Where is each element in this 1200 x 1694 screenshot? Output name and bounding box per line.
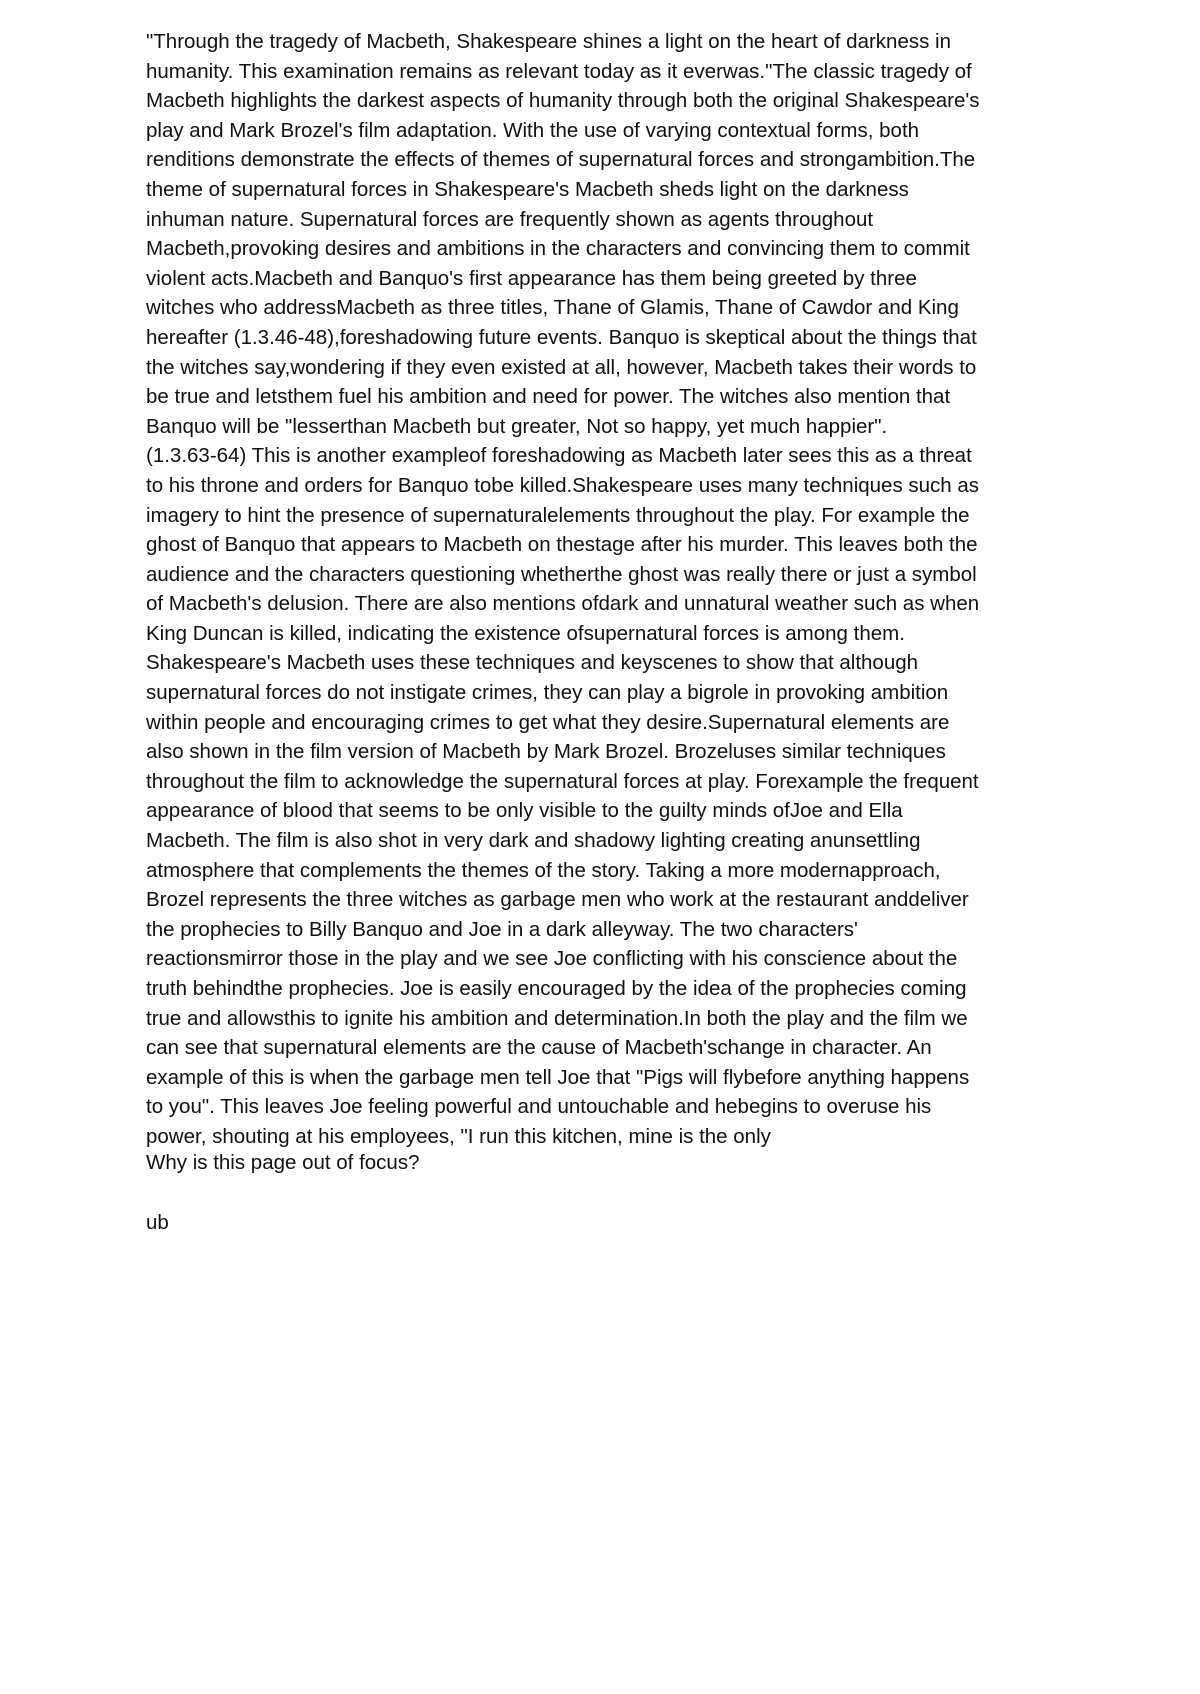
footer-fragment-text: ub xyxy=(146,1211,169,1234)
essay-body-text: "Through the tragedy of Macbeth, Shakespeare shines a light on the heart of darkness in humanity. This examination remains as relevant today as it everwas."The classic tragedy of Macbeth highlights the darkest aspects of humanity through both the original Shakespeare's play and Mark Brozel's film adaptation. With the use of varying contextual forms, both renditions demonstrate the effects of themes of supernatural forces and strongambition.The theme of supernatural forces in Shakespeare's Macbeth sheds light on the darkness inhuman nature. Supernatural forces are frequently shown as agents throughout Macbeth,provoking desires and ambitions in the characters and convincing them to commit violent acts.Macbeth and Banquo's first appearance has them being greeted by three witches who addressMacbeth as three titles, Thane of Glamis, Thane of Cawdor and King hereafter (1.3.46-48),foreshadowing future events. Banquo is skeptical about the things that the witches say,wondering if they even existed at all, however, Macbeth takes their words to be true and letsthem fuel his ambition and need for power. The witches also mention that Banquo will be "lesserthan Macbeth but greater, Not so happy, yet much happier". (1.3.63-64) This is another exampleof foreshadowing as Macbeth later sees this as a threat to his throne and orders for Banquo tobe killed.Shakespeare uses many techniques such as imagery to hint the presence of supernaturalelements throughout the play. For example the ghost of Banquo that appears to Macbeth on thestage after his murder. This leaves both the audience and the characters questioning whetherthe ghost was really there or just a symbol of Macbeth's delusion. There are also mentions ofdark and unnatural weather such as when King Duncan is killed, indicating the existence ofsupernatural forces is among them. Shakespeare's Macbeth uses these techniques and keyscenes to show that although supernatural forces do not instigate crimes, they can play a bigrole in provoking ambition within people and encouraging crimes to get what they desire.Supernatural elements are also shown in the film version of Macbeth by Mark Brozel. Brozeluses similar techniques throughout the film to acknowledge the supernatural forces at play. Forexample the frequent appearance of blood that seems to be only visible to the guilty minds ofJoe and Ella Macbeth. The film is also shot in very dark and shadowy lighting creating anunsettling atmosphere that complements the themes of the story. Taking a more modernapproach, Brozel represents the three witches as garbage men who work at the restaurant anddeliver the prophecies to Billy Banquo and Joe in a dark alleyway. The two characters' reactionsmirror those in the play and we see Joe conflicting with his conscience about the truth behindthe prophecies. Joe is easily encouraged by the idea of the prophecies coming true and allowsthis to ignite his ambition and determination.In both the play and the film we can see that supernatural elements are the cause of Macbeth'schange in character. An example of this is when the garbage men tell Joe that "Pigs will flybefore anything happens to you". This leaves Joe feeling powerful and untouchable and hebegins to overuse his power, shouting at his employees, "I run this kitchen, mine is the only xyxy=(146,30,980,1148)
blur-question-text: Why is this page out of focus? xyxy=(146,1151,420,1174)
